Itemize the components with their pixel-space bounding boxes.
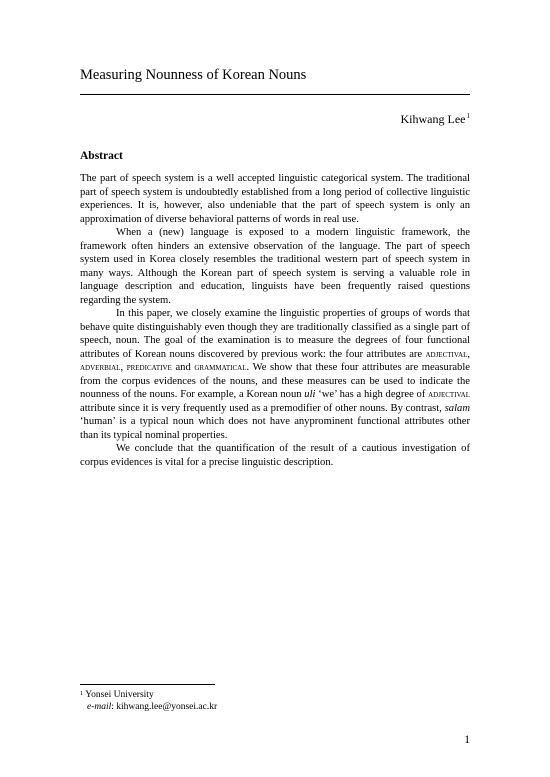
email-separator: : — [111, 702, 117, 712]
paragraph-3-text: attribute since it is very frequently used as a premodifier of other nouns. By contrast, — [80, 402, 445, 414]
footnote-affiliation-line — [80, 689, 217, 701]
paper-title: Measuring Nounness of Korean Nouns — [80, 67, 307, 83]
paragraph-3-text: In this paper, we closely examine the linguistic properties of groups of words that behave quite distinguishably even though they are traditionally classified as a single part of speech, noun. The goal of the examination is to measure the degrees of four functional attributes of Korean nouns discovered by previous work: the four attributes are — [80, 308, 470, 360]
paragraph-3-text: ‘we’ has a high degree of — [315, 389, 429, 400]
page-number: 1 — [464, 734, 470, 746]
title-divider — [80, 94, 470, 95]
author-name: Kihwang Lee — [400, 112, 466, 126]
attribute-term: grammatical — [194, 362, 247, 373]
paragraph-3-text: , — [120, 362, 127, 373]
footnote-affiliation: Yonsei University — [85, 690, 154, 700]
author-line — [401, 111, 470, 127]
attribute-term: predicative — [126, 362, 172, 373]
abstract-body — [80, 172, 470, 469]
example-word: uli — [304, 389, 316, 400]
attribute-term: adjectival — [428, 389, 470, 400]
email-label: e-mail — [87, 702, 112, 712]
paragraph-3-text: ‘human’ is a typical noun which does not have anyprominent functional attributes other than its typical nominal properties. — [80, 416, 470, 441]
abstract-paragraph-4: We conclude that the quantification of the result of a cautious investigation of corpus evidences is vital for a precise linguistic description. — [80, 443, 470, 468]
abstract-heading: Abstract — [80, 150, 123, 162]
abstract-paragraph-3 — [80, 307, 470, 442]
paragraph-3-text: . We show that these four attributes are measurable from the corpus evidences of the nouns, and these measures can be used to indicate the nounness of the nouns. For example, a Korean noun — [80, 362, 470, 400]
footnote-mark: 1 — [80, 690, 84, 697]
example-word: salam — [444, 402, 470, 414]
abstract-paragraph-2: When a (new) language is exposed to a modern linguistic framework, the framework often hinders an extensive observation of the language. The part of speech system used in Korea closely resembles the traditional western part of speech system in many ways. Although the Korean part of speech system is serving a valuable role in language description and education, linguists have been frequently raised questions regarding the system. — [80, 227, 470, 306]
footnote-email-line — [80, 701, 217, 713]
attribute-term: adverbial — [80, 362, 121, 373]
email-address[interactable]: kihwang.lee@yonsei.ac.kr — [116, 702, 218, 712]
paragraph-3-text: , — [467, 348, 470, 360]
author-footnote-mark: 1 — [466, 112, 470, 120]
footnote-divider — [80, 684, 215, 685]
attribute-term: adjectival — [425, 348, 468, 360]
abstract-paragraph-1: The part of speech system is a well accepted linguistic categorical system. The traditional part of speech system is undoubtedly established from a long period of collective linguistic experiences. It is, however, also undeniable that the part of speech system is only an approximation of diverse behavioral patterns of words in real use. — [80, 173, 470, 225]
footnote — [80, 689, 217, 713]
paragraph-3-text: and — [171, 362, 195, 373]
